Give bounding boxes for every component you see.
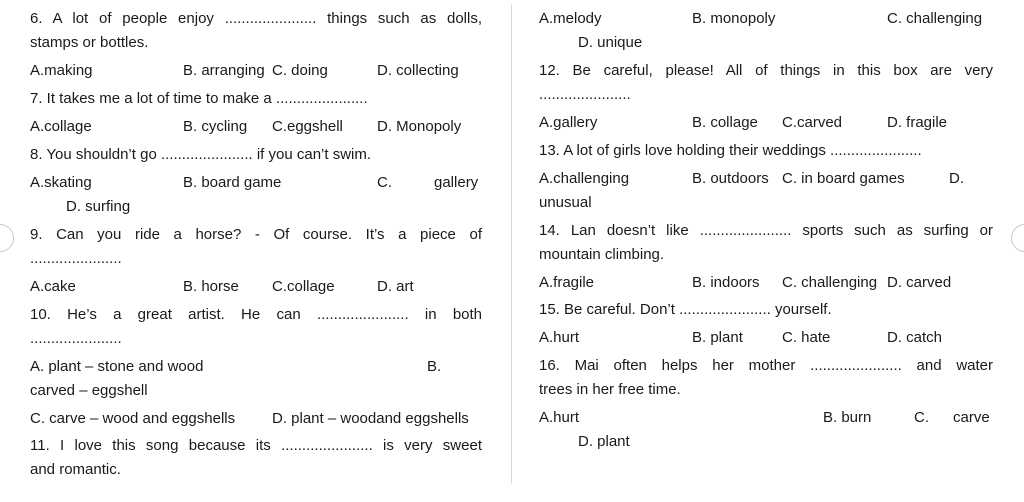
option-b: B. arranging: [183, 62, 265, 79]
option-a: A. plant – stone and wood: [30, 358, 204, 375]
question-10-line: 10. He’s a great artist. He can ...................... in both: [30, 306, 483, 323]
option-b: B. board game: [183, 174, 282, 191]
option-c: C. carve – wood and eggshells: [30, 410, 236, 427]
answer-blank: ......................: [810, 357, 902, 374]
option-c: C. doing: [272, 62, 328, 79]
option-a: A.collage: [30, 118, 92, 135]
option-c: C. challenging: [782, 274, 878, 291]
option-b: B. horse: [183, 278, 239, 295]
answer-blank: ......................: [281, 437, 373, 454]
question-15-line: 15. Be careful. Don’t ...................... yourself.: [539, 301, 832, 318]
option-b: B. plant: [692, 329, 743, 346]
option-a: A.gallery: [539, 114, 598, 131]
answer-blank: ......................: [224, 10, 317, 27]
question-11-line: 11. I love this song because its ...................... is very sweet: [30, 437, 482, 454]
option-a: A.hurt: [539, 329, 580, 346]
option-b: B. indoors: [692, 274, 760, 291]
question-16-line: 16. Mai often helps her mother ...................... and water: [539, 357, 994, 374]
option-a: A.challenging: [539, 170, 630, 187]
option-c-text: carve: [953, 409, 990, 426]
option-c: C. hate: [782, 329, 831, 346]
answer-blank: ......................: [539, 86, 631, 103]
option-d: D. carved: [887, 274, 952, 291]
option-b: B. collage: [692, 114, 758, 131]
answer-blank: ......................: [275, 90, 368, 107]
question-6-continuation: stamps or bottles.: [30, 34, 149, 51]
option-c: C.carved: [782, 114, 843, 131]
option-a: A.making: [30, 62, 93, 79]
right-page-nav-circle[interactable]: [1011, 224, 1024, 252]
column-divider: [511, 4, 512, 484]
option-d: D. unique: [578, 34, 643, 51]
option-a: A.fragile: [539, 274, 595, 291]
answer-blank: ......................: [30, 330, 122, 347]
option-b: B. cycling: [183, 118, 248, 135]
option-d: D. collecting: [377, 62, 459, 79]
option-c: C.eggshell: [272, 118, 343, 135]
option-b: B. burn: [823, 409, 872, 426]
left-page-nav-circle[interactable]: [0, 224, 14, 252]
question-12-line: 12. Be careful, please! All of things in this box are very: [539, 62, 993, 79]
option-b: B. outdoors: [692, 170, 769, 187]
option-b: B. monopoly: [692, 10, 776, 27]
option-a: A.hurt: [539, 409, 580, 426]
question-9-line: 9. Can you ride a horse? - Of course. It’s a piece of: [30, 226, 482, 243]
option-c: C. challenging: [887, 10, 983, 27]
option-c-text: gallery: [434, 174, 479, 191]
option-a: A.melody: [539, 10, 602, 27]
option-d: D.: [949, 170, 964, 187]
option-b: B.: [427, 358, 442, 375]
option-c: C. in board games: [782, 170, 905, 187]
option-d: D. plant – woodand eggshells: [272, 410, 469, 427]
question-7-line: 7. It takes me a lot of time to make a ......................: [30, 90, 368, 107]
question-14-line: 14. Lan doesn’t like ...................... sports such as surfing or: [539, 222, 994, 239]
question-6-line: 6. A lot of people enjoy ...................... things such as dolls,: [30, 10, 482, 27]
answer-blank: ......................: [160, 146, 253, 163]
answer-blank: ......................: [699, 222, 792, 239]
answer-blank: ......................: [679, 301, 771, 318]
option-d: D. art: [377, 278, 414, 295]
question-16-continuation: trees in her free time.: [539, 381, 681, 398]
option-b-text: carved – eggshell: [30, 382, 148, 399]
option-d: D. catch: [887, 329, 943, 346]
question-8-line: 8. You shouldn’t go ...................... if you can’t swim.: [30, 146, 372, 163]
question-14-continuation: mountain climbing.: [539, 246, 665, 263]
question-13-line: 13. A lot of girls love holding their weddings ......................: [539, 142, 922, 159]
option-d: D. surfing: [66, 198, 131, 215]
option-a: A.cake: [30, 278, 76, 295]
option-d-text: unusual: [539, 194, 592, 211]
answer-blank: ......................: [316, 306, 409, 323]
option-c: C.: [377, 174, 392, 191]
option-a: A.skating: [30, 174, 92, 191]
answer-blank: ......................: [830, 142, 922, 159]
option-c: C.collage: [272, 278, 335, 295]
option-c: C.: [914, 409, 929, 426]
option-d: D. fragile: [887, 114, 948, 131]
question-11-continuation: and romantic.: [30, 461, 121, 478]
option-d: D. Monopoly: [377, 118, 462, 135]
option-d: D. plant: [578, 433, 630, 450]
answer-blank: ......................: [30, 250, 122, 267]
